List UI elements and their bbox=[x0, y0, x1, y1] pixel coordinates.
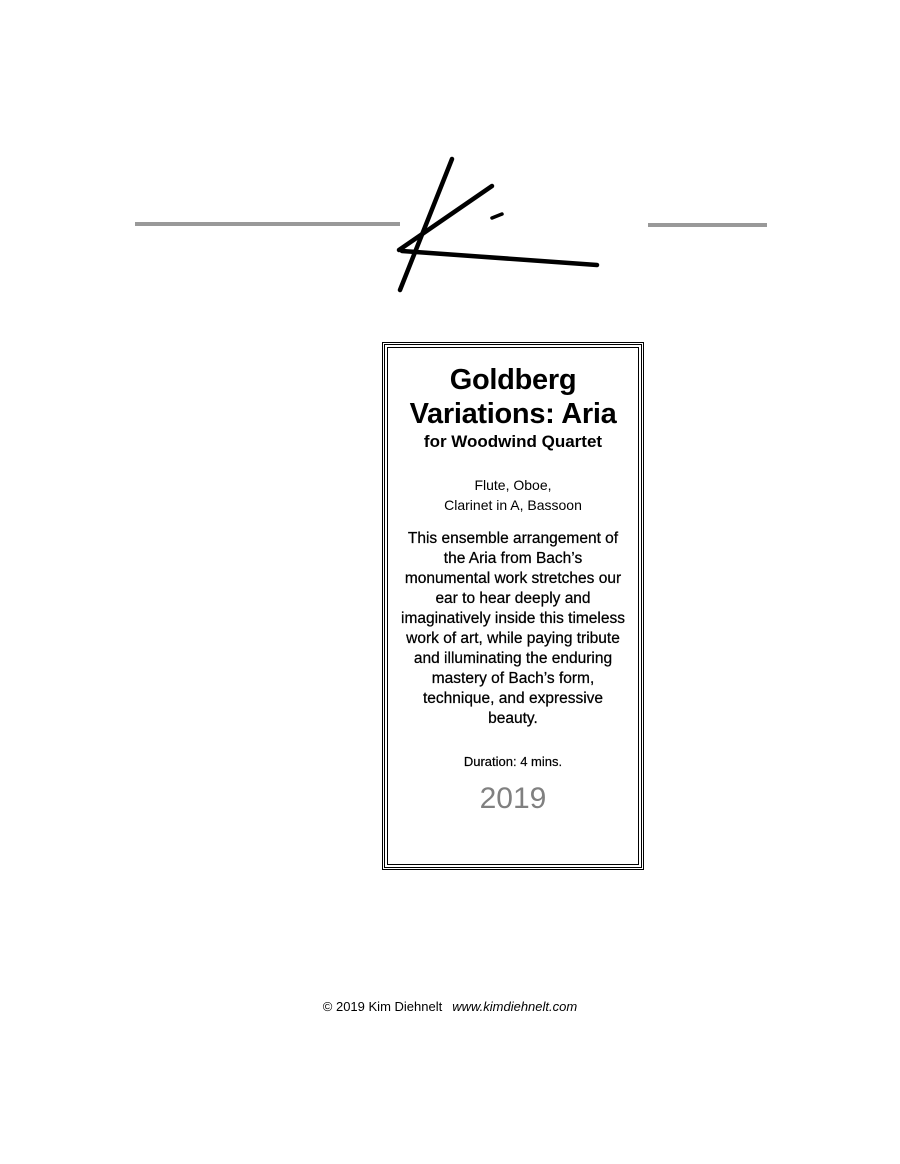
footer bbox=[0, 998, 900, 1016]
work-title-line-2: Variations: Aria bbox=[409, 398, 617, 430]
logo-stroke-arm bbox=[399, 186, 492, 250]
logo-stroke-tick bbox=[492, 214, 502, 218]
composer-signature-logo bbox=[390, 150, 610, 300]
work-subtitle: for Woodwind Quartet bbox=[423, 432, 603, 451]
duration: Duration: 4 mins. bbox=[463, 754, 563, 769]
decorative-rule-right bbox=[648, 223, 767, 227]
instrumentation bbox=[385, 475, 641, 515]
logo-stroke-base bbox=[402, 251, 597, 265]
logo-stroke-stem bbox=[400, 159, 452, 290]
composition-year: 2019 bbox=[479, 782, 547, 815]
instrumentation-line-2: Clarinet in A, Bassoon bbox=[444, 497, 582, 513]
work-title-line-1: Goldberg bbox=[449, 364, 577, 396]
instrumentation-line-1: Flute, Oboe, bbox=[474, 477, 552, 493]
decorative-rule-left bbox=[135, 222, 400, 226]
copyright-notice: © 2019 Kim Diehnelt bbox=[322, 999, 443, 1014]
work-description: This ensemble arrangement of the Aria from Bach’s monumental work stretches our ear to hear deeply and imaginatively inside this timeless work of art, while paying tribute and illuminating the enduring mastery of Bach’s form, technique, and expressive beauty. bbox=[401, 530, 625, 727]
title-box bbox=[382, 342, 644, 870]
website-link[interactable]: www.kimdiehnelt.com bbox=[452, 999, 578, 1014]
work-title bbox=[385, 363, 641, 431]
